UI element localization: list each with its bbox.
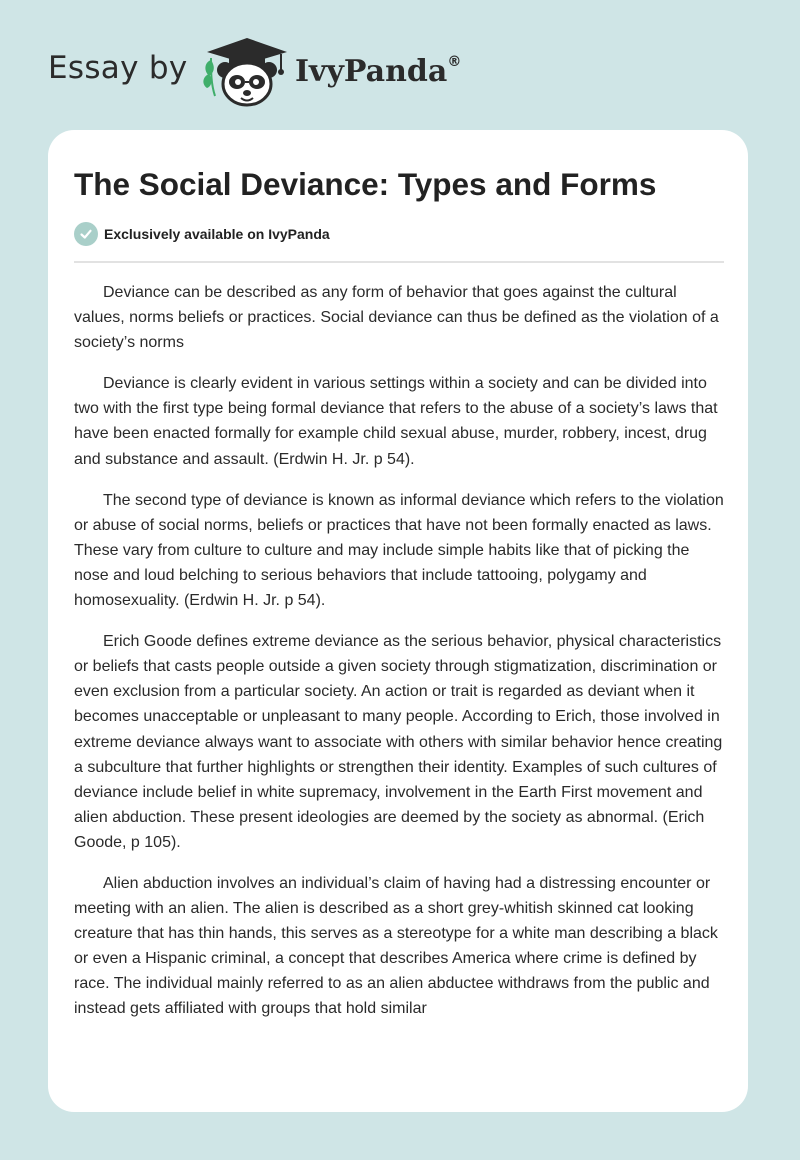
exclusive-badge: [74, 222, 330, 246]
paragraph: Alien abduction involves an individual’s claim of having had a distressing encounter or meeting with an alien. The alien is described as a short grey-whitish skinned cat looking creature that has thin hands, this serves as a stereotype for a white man describing a black or even a Hispanic criminal, a concept that describes America where crime is defined by race. The individual mainly referred to as an alien abductee withdraws from the public and instead gets affiliated with groups that hold similar: [74, 874, 718, 1018]
paragraph: Deviance is clearly evident in various settings within a society and can be divided into two with the first type being formal deviance that refers to the abuse of a society’s laws that have been enacted formally for example child sexual abuse, murder, robbery, incest, drug and substance and assault. (Erdwin H. Jr. p 54).: [74, 375, 718, 468]
essay-by-label: Essay by: [48, 50, 188, 86]
registered-mark: ®: [447, 54, 462, 70]
brand-label: IvyPanda: [295, 54, 448, 89]
divider: [74, 261, 724, 263]
paragraph: Deviance can be described as any form of behavior that goes against the cultural values, norms beliefs or practices. Social deviance can thus be defined as the violation of a society’s norms: [74, 284, 719, 352]
page-title: The Social Deviance: Types and Forms: [74, 166, 657, 202]
paragraph: The second type of deviance is known as informal deviance which refers to the violation or abuse of social norms, beliefs or practices that have not been formally enacted as laws. These vary from culture to culture and may include simple habits like that of picking the nose and loud belching to serious behaviors that include tattooing, polygamy and homosexuality. (Erdwin H. Jr. p 54).: [74, 491, 724, 610]
panda-graduate-icon[interactable]: [201, 36, 293, 108]
badge-label: Exclusively available on IvyPanda: [104, 226, 330, 242]
paragraph: Erich Goode defines extreme deviance as the serious behavior, physical characteristics or beliefs that casts people outside a given society through stigmatization, discrimination or even exclusion from a particular society. An action or trait is regarded as deviant when it becomes unacceptable or unpleasant to many people. According to Erich, those involved in extreme deviance always want to associate with others with similar behavior hence creating a subculture that further highlights or strengthen their identity. Examples of such cultures of deviance include belief in white supremacy, involvement in the Earth First movement and alien abduction. These present ideologies are deemed by the society as abnormal. (Erich Goode, p 105).: [74, 633, 723, 851]
article-body: [74, 280, 724, 1038]
site-header: [0, 0, 800, 130]
checkmark-icon: [74, 222, 98, 246]
article-card: [48, 130, 748, 1112]
brand-name[interactable]: [295, 54, 461, 89]
